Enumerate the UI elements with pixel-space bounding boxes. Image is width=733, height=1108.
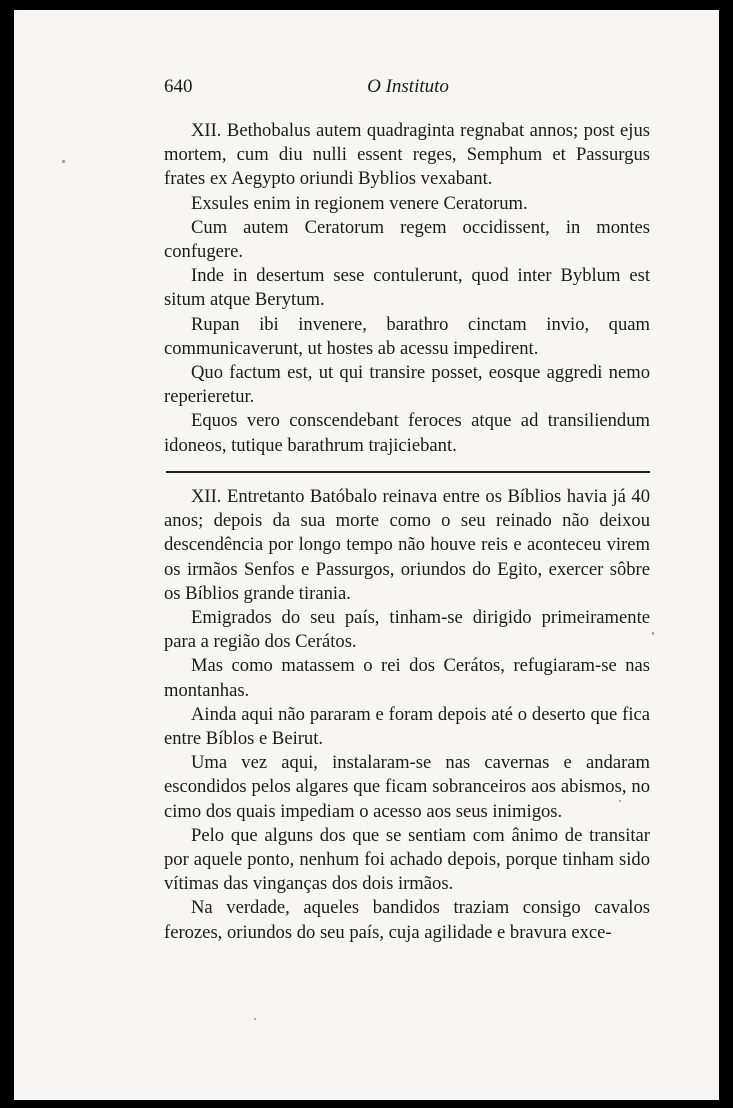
paper-speck <box>254 1018 256 1020</box>
portuguese-paragraph: Uma vez aqui, instalaram-se nas cavernas e andaram escondidos pelos algares que ficam sobranceiros aos abismos, no cimo dos quais impediam o acesso aos seus inimigos. <box>164 752 650 822</box>
portuguese-paragraph: XII. Entretanto Batóbalo reinava entre os Bíblios havia já 40 anos; depois da sua morte como o seu reinado não deixou descendência por longo tempo não houve reis e aconteceu virem os irmãos Senfos e Passurgos, oriundos do Egito, exercer sôbre os Bíblios grande tirania. <box>164 486 650 604</box>
portuguese-paragraph: Emigrados do seu país, tinham-se dirigido primeiramente para a região dos Cerátos. <box>164 607 650 653</box>
latin-text-section <box>164 119 650 458</box>
paper-speck <box>62 160 65 163</box>
portuguese-paragraph: Na verdade, aqueles bandidos traziam consigo cavalos ferozes, oriundos do seu país, cuja agilidade e bravura exce- <box>164 897 650 943</box>
page-header <box>164 76 652 106</box>
paper-speck <box>619 800 621 802</box>
portuguese-paragraph: Ainda aqui não pararam e foram depois até o deserto que fica entre Bíblos e Beirut. <box>164 703 650 750</box>
latin-paragraph: Exsules enim in regionem venere Ceratorum. <box>191 192 528 214</box>
portuguese-text-section <box>164 485 650 945</box>
paper-speck <box>652 632 654 635</box>
book-page <box>14 10 719 1100</box>
latin-paragraph: XII. Bethobalus autem quadraginta regnabat annos; post ejus mortem, cum diu nulli essent reges, Semphum et Passurgus frates ex Aegypto oriundi Byblios vexabant. <box>164 120 650 190</box>
portuguese-paragraph: Pelo que alguns dos que se sentiam com ânimo de transitar por aquele ponto, nenhum foi achado depois, porque tinham sido vítimas das vinganças dos dois irmãos. <box>164 824 650 895</box>
latin-paragraph: Cum autem Ceratorum regem occidissent, in montes confugere. <box>164 216 650 263</box>
page-number: 640 <box>164 76 193 97</box>
latin-paragraph: Inde in desertum sese contulerunt, quod inter Byblum est situm atque Berytum. <box>164 265 650 311</box>
latin-paragraph: Quo factum est, ut qui transire posset, eosque aggredi nemo reperieretur. <box>164 362 650 408</box>
portuguese-paragraph: Mas como matassem o rei dos Cerátos, refugiaram-se nas montanhas. <box>164 655 650 701</box>
running-title: O Instituto <box>367 76 449 97</box>
section-divider <box>166 471 650 473</box>
latin-paragraph: Rupan ibi invenere, barathro cinctam invio, quam communicaverunt, ut hostes ab acessu impedirent. <box>164 313 650 359</box>
latin-paragraph: Equos vero conscendebant feroces atque ad transiliendum idoneos, tutique barathrum trajiciebant. <box>164 410 650 456</box>
